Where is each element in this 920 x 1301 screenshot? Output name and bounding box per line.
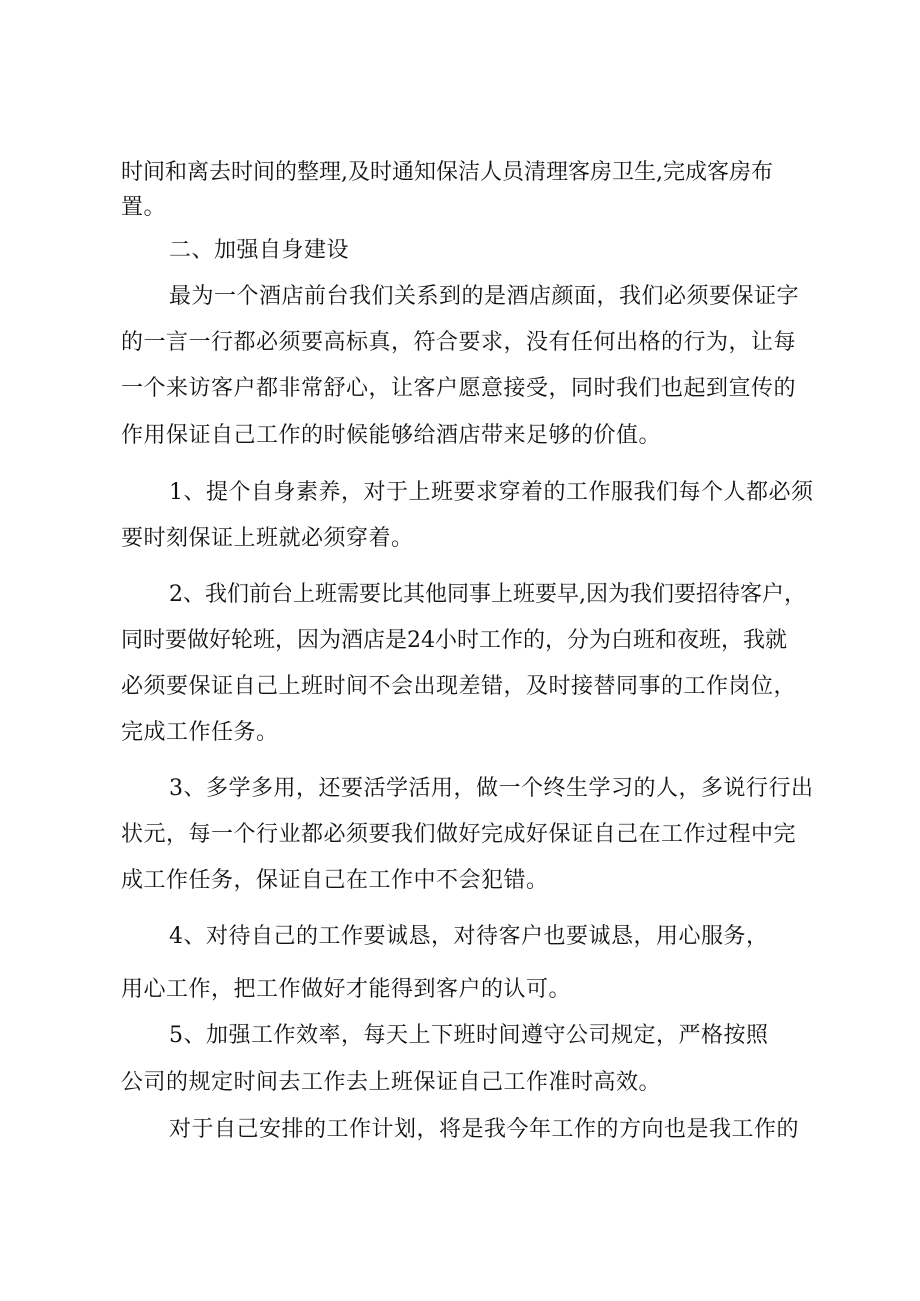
text-line: 要时刻保证上班就必须穿着。 (121, 526, 414, 551)
text-line: 用心工作，把工作做好才能得到客户的认可。 (121, 977, 572, 1002)
text-line: 2、我们前台上班需要比其他同事上班要早,因为我们要招待客户， (169, 582, 806, 607)
text-line: 完成工作任务。 (121, 720, 279, 745)
text-line: 置。 (121, 195, 167, 220)
text-line: 公司的规定时间去工作去上班保证自己工作准时高效。 (121, 1070, 662, 1095)
text-line: 作用保证自己工作的时候能够给酒店带来足够的价值。 (121, 423, 662, 448)
text-line: 对于自己安排的工作计划，将是我今年工作的方向也是我工作的 (169, 1117, 800, 1142)
text-line: 一个来访客户都非常舒心，让客户愿意接受，同时我们也起到宣传的 (121, 376, 797, 401)
text-line: 4、对待自己的工作要诚恳，对待客户也要诚恳，用心服务， (169, 924, 769, 949)
text-line: 1、提个自身素养，对于上班要求穿着的工作服我们每个人都必须 (169, 480, 814, 505)
text-line: 最为一个酒店前台我们关系到的是酒店颜面，我们必须要保证字 (169, 284, 800, 309)
text-line: 同时要做好轮班，因为酒店是24小时工作的，分为白班和夜班，我就 (121, 628, 787, 653)
text-line: 3、多学多用，还要活学活用，做一个终生学习的人，多说行行出 (169, 776, 814, 801)
text-line: 必须要保证自己上班时间不会出现差错，及时接替同事的工作岗位， (121, 674, 797, 699)
text-line: 的一言一行都必须要高标真，符合要求，没有任何出格的行为，让每 (121, 330, 797, 355)
text-line: 时间和离去时间的整理,及时通知保洁人员清理客房卫生,完成客房布 (121, 160, 773, 185)
text-line: 状元，每一个行业都必须要我们做好完成好保证自己在工作过程中完 (121, 822, 797, 847)
text-line: 成工作任务，保证自己在工作中不会犯错。 (121, 868, 549, 893)
text-line: 5、加强工作效率，每天上下班时间遵守公司规定，严格按照 (169, 1023, 769, 1048)
section-heading: 二、加强自身建设 (169, 238, 350, 263)
